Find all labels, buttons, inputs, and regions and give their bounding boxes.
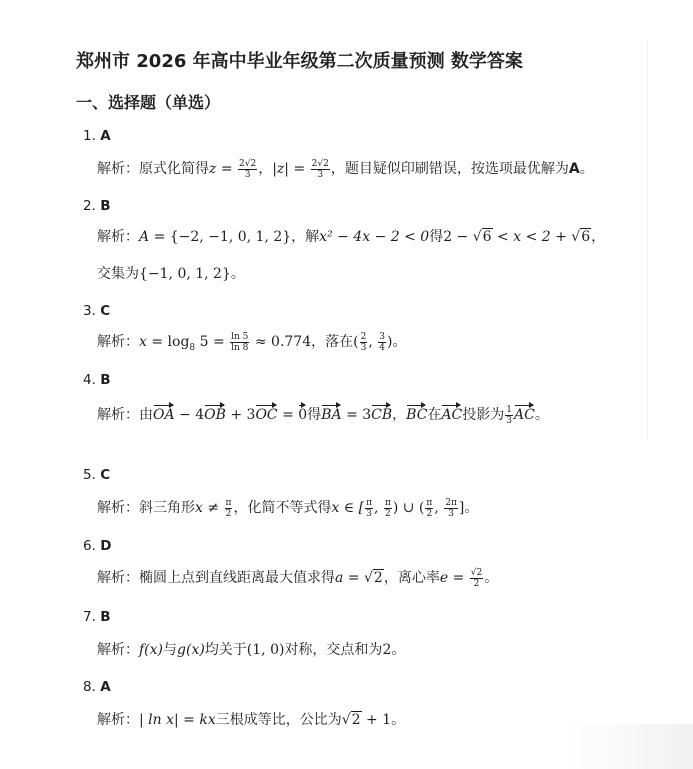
analysis-label: 解析： [97, 229, 139, 245]
question-3-analysis [97, 331, 406, 353]
math: x [139, 334, 147, 350]
math: , [368, 334, 378, 350]
answer-letter: A [100, 679, 111, 695]
denominator: 2 [385, 508, 391, 519]
numerator: 2 [360, 331, 367, 342]
sqrt: √2 [363, 570, 383, 586]
question-8-header [83, 679, 111, 695]
answer-letter: D [100, 538, 112, 554]
denominator: 3 [317, 169, 324, 180]
math: = 3 [341, 407, 372, 423]
numerator: π [225, 497, 232, 508]
question-6-analysis [97, 567, 498, 589]
section-heading: 一、选择题（单选） [76, 93, 221, 112]
math: ( [353, 334, 359, 350]
fraction [360, 332, 368, 353]
analysis-label: 解析： [97, 712, 139, 728]
analysis-label: 解析： [97, 407, 139, 423]
analysis-text: 由 [139, 407, 153, 423]
analysis-label: 解析： [97, 500, 139, 516]
math: , [434, 500, 444, 516]
zero-vector: 0 [298, 407, 308, 423]
sqrt-radicand: 2 [351, 712, 361, 728]
math: A [139, 229, 150, 245]
numerator: 1 [506, 404, 512, 415]
analysis-label: 解析： [97, 161, 139, 177]
question-1-header [83, 128, 111, 144]
page-title: 郑州市 2026 年高中毕业年级第二次质量预测 数学答案 [76, 51, 523, 72]
math: + 1 [361, 712, 392, 728]
question-2-analysis [97, 226, 605, 246]
question-5-analysis [97, 497, 478, 519]
fraction [365, 498, 373, 519]
question-number: 2. [83, 198, 96, 214]
analysis-text: ， [392, 407, 407, 423]
denominator: 4 [379, 342, 385, 353]
math: ) [386, 334, 393, 350]
math: = {−2, −1, 0, 1, 2} [149, 229, 292, 245]
math: x ≠ [195, 500, 224, 516]
vector: AC [514, 407, 535, 423]
fraction [425, 498, 433, 519]
analysis-text: 得 [429, 229, 444, 245]
analysis-text: ，离心率 [383, 570, 440, 586]
denominator: 2 [426, 508, 433, 519]
numerator: π [384, 497, 391, 508]
denominator: 3 [506, 415, 512, 426]
answer-letter: A [100, 128, 111, 144]
sqrt-radicand: 2 [373, 570, 383, 586]
analysis-text: 在 [427, 407, 442, 423]
denominator: 3 [366, 508, 372, 519]
math: = log [146, 334, 190, 350]
question-3-header [83, 303, 110, 319]
vector: BC [406, 407, 428, 423]
fraction [238, 159, 257, 180]
math: + 3 [225, 407, 256, 423]
numerator: 2√2 [311, 158, 329, 169]
math: 2 − [443, 229, 473, 245]
math: |z| [272, 161, 290, 177]
math: ] [458, 500, 465, 516]
question-5-header [83, 467, 110, 483]
numerator: π [366, 497, 372, 508]
question-2-analysis-continued [97, 263, 245, 283]
analysis-text: 。 [534, 407, 549, 423]
analysis-text: 得 [307, 407, 322, 423]
vector: CB [371, 407, 393, 423]
question-number: 1. [83, 128, 96, 144]
analysis-text: ，化简不等式得 [233, 500, 332, 516]
numerator: 2π [445, 497, 457, 508]
math: e = [439, 570, 469, 586]
fraction [311, 159, 330, 180]
question-number: 8. [83, 679, 96, 695]
analysis-text: 。 [484, 570, 499, 586]
numerator: 2√2 [239, 158, 257, 169]
answer-letter: B [100, 372, 111, 388]
analysis-label: 解析： [97, 570, 139, 586]
denominator: 2 [473, 578, 480, 589]
answer-emphasis: A [568, 161, 580, 177]
math: x² − 4x − 2 < 0 [319, 229, 430, 245]
analysis-text: 均关于 [204, 642, 247, 658]
analysis-text: 。 [392, 334, 407, 350]
analysis-text: 椭圆上点到直线距离最大值求得 [139, 570, 335, 586]
watermark-fade [563, 724, 693, 769]
vector: OC [255, 407, 278, 423]
answer-letter: B [100, 198, 111, 214]
analysis-text: 。 [464, 500, 479, 516]
vector: AC [441, 407, 463, 423]
analysis-text: ，题目疑似印刷错误，按选项最优解为 [330, 161, 569, 177]
analysis-label: 解析： [97, 334, 139, 350]
vector: OA [153, 407, 175, 423]
sqrt: √2 [341, 712, 361, 728]
numerator: π [426, 497, 433, 508]
numerator: 3 [379, 331, 385, 342]
math: , [374, 500, 383, 516]
analysis-text: 投影为 [462, 407, 505, 423]
math: 2 [382, 642, 392, 658]
math: f(x) [139, 642, 164, 658]
analysis-text: 。 [230, 266, 245, 282]
question-7-header [83, 609, 110, 625]
denominator: ln 8 [231, 342, 249, 353]
math: 5 = [195, 334, 230, 350]
numerator: ln 5 [231, 331, 249, 342]
analysis-text: 对称，交点和为 [284, 642, 383, 658]
analysis-text: 交集为 [97, 266, 139, 282]
analysis-text: 斜三角形 [139, 500, 195, 516]
question-6-header [83, 538, 111, 554]
analysis-text: 。 [391, 712, 406, 728]
answer-letter: B [100, 609, 111, 625]
math: < x < 2 + [492, 229, 572, 245]
fraction [505, 405, 513, 426]
analysis-text: ，解 [291, 229, 320, 245]
vector: OB [204, 407, 226, 423]
fraction [384, 498, 392, 519]
math: (1, 0) [246, 642, 285, 658]
math: x ∈ [ [331, 500, 365, 516]
math: ≈ 0.774 [250, 334, 312, 350]
page-edge-divider [647, 40, 648, 440]
sqrt: √6 [571, 229, 591, 245]
sqrt-radicand: 6 [581, 229, 591, 245]
denominator: 2 [225, 508, 232, 519]
analysis-text: ，落在 [311, 334, 354, 350]
question-number: 4. [83, 372, 96, 388]
question-2-header [83, 198, 110, 214]
question-number: 3. [83, 303, 96, 319]
sqrt: √6 [472, 229, 492, 245]
question-number: 7. [83, 609, 96, 625]
math: = [289, 161, 310, 177]
question-4-header [83, 372, 110, 388]
fraction [470, 568, 483, 589]
analysis-text: ， [258, 161, 273, 177]
question-1-analysis [97, 158, 594, 180]
math: g(x) [177, 642, 205, 658]
fraction [225, 498, 233, 519]
denominator: 3 [244, 169, 251, 180]
question-number: 5. [83, 467, 96, 483]
sqrt-radicand: 6 [482, 229, 492, 245]
vector: BA [321, 407, 342, 423]
math: = [277, 407, 299, 423]
question-4-analysis [97, 404, 549, 426]
math: = [216, 161, 238, 177]
answer-letter: C [100, 303, 111, 319]
analysis-label: 解析： [97, 642, 139, 658]
math: a = [335, 570, 364, 586]
question-7-analysis [97, 639, 405, 659]
analysis-text: 三根成等比，公比为 [215, 712, 342, 728]
math: z [209, 161, 217, 177]
question-8-analysis [97, 709, 405, 729]
answer-letter: C [100, 467, 111, 483]
math: ) ∪ ( [392, 500, 425, 516]
denominator: 3 [360, 342, 367, 353]
denominator: 3 [448, 508, 454, 519]
numerator: √2 [470, 567, 483, 578]
math: − 4 [174, 407, 205, 423]
analysis-text: 与 [163, 642, 178, 658]
fraction [444, 498, 458, 519]
question-number: 6. [83, 538, 96, 554]
analysis-text: ， [591, 229, 606, 245]
fraction [230, 332, 249, 353]
analysis-text: 原式化简得 [139, 161, 209, 177]
math: {−1, 0, 1, 2} [139, 266, 231, 282]
analysis-text: 。 [579, 161, 594, 177]
analysis-text: 。 [391, 642, 406, 658]
math: | ln x| = kx [139, 712, 216, 728]
fraction [378, 332, 386, 353]
log-base: 8 [189, 342, 196, 353]
